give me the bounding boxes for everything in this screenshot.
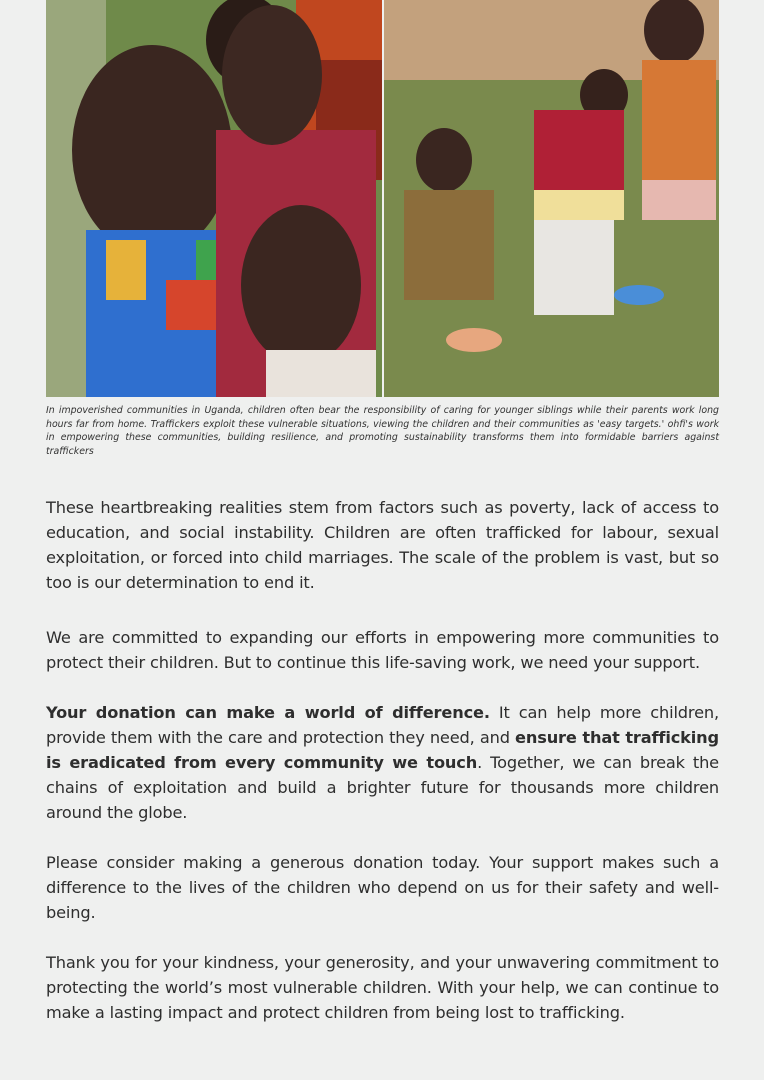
paragraph-commitment: We are committed to expanding our efforts in empowering more communities to protect their children. But to continue this life-saving work, we need your support. xyxy=(46,628,719,672)
donation-emphasis-bold: ensure that trafficking is eradicated from every community we touch xyxy=(46,728,719,772)
children-playing-photo xyxy=(384,0,719,397)
donation-lead-bold: Your donation can make a world of difference. xyxy=(46,703,490,722)
photo-caption: In impoverished communities in Uganda, children often bear the responsibility of caring for younger siblings while their parents work long hours far from home. Traffickers exploit these vulnerable situations, viewing the children and their communities as 'easy targets.' ohfi's work in empowering these communities, building resilience, and promoting sustainability transforms them into formidable barriers against traffickers xyxy=(46,405,719,457)
paragraph-donation xyxy=(46,700,719,825)
donation-text-a: It can help more children, provide them with the care and protection they need, and xyxy=(46,703,719,747)
children-portrait-photo xyxy=(46,0,382,397)
donation-text-b: . Together, we can break the chains of exploitation and build a brighter future for thousands more children around the globe. xyxy=(46,753,719,822)
photo-row xyxy=(46,0,719,397)
paragraph-realities: These heartbreaking realities stem from factors such as poverty, lack of access to education, and social instability. Children are often trafficked for labour, sexual exploitation, or forced into child marriages. The scale of the problem is vast, but so too is our determination to end it. xyxy=(46,498,719,592)
paragraph-thanks: Thank you for your kindness, your generosity, and your unwavering commitment to protecting the world’s most vulnerable children. With your help, we can continue to make a lasting impact and protect children from being lost to trafficking. xyxy=(46,953,719,1022)
paragraph-appeal: Please consider making a generous donation today. Your support makes such a difference to the lives of the children who depend on us for their safety and well-being. xyxy=(46,853,719,922)
